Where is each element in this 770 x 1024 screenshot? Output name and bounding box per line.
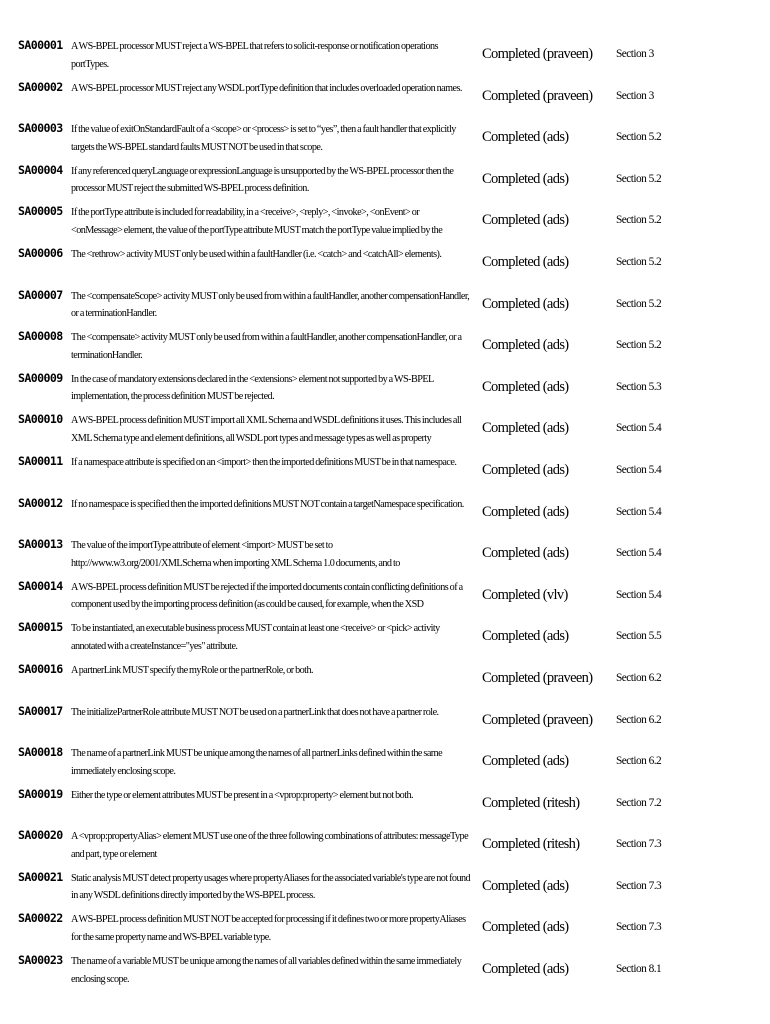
requirement-id: SA00004 — [18, 162, 63, 177]
requirement-status: Completed (ads) — [482, 628, 569, 645]
requirement-text: A WS-BPEL processor MUST reject a WS-BPEL that refers to solicit-response or notification operations portTypes. — [71, 41, 438, 70]
requirement-section: Section 5.4 — [616, 422, 662, 435]
requirement-section: Section 7.3 — [616, 879, 662, 892]
requirement-section: Section 5.2 — [616, 131, 662, 144]
requirement-id: SA00014 — [18, 578, 63, 593]
requirement-text: The value of the importType attribute of element <import> MUST be set to http://www.w3.org/2001/XMLSchema when importing XML Schema 1.0 documents, and to — [71, 540, 400, 569]
requirement-id: SA00005 — [18, 204, 63, 219]
table-row — [0, 286, 770, 328]
requirement-status: Completed (praveen) — [482, 87, 593, 104]
requirement-section: Section 5.2 — [616, 339, 662, 352]
requirement-status: Completed (ads) — [482, 503, 569, 520]
requirement-text: Static analysis MUST detect property usages where propertyAliases for the associated variable's type are not found in any WSDL definitions directly imported by the WS-BPEL process. — [71, 872, 471, 902]
requirement-text: The name of a variable MUST be unique among the names of all variables defined within the same immediately enclosing scope. — [71, 956, 462, 985]
table-row — [0, 618, 770, 660]
requirement-text: If the portType attribute is included for readability, in a <receive>, <reply>, <invoke>, <onEvent> or <onMessage> element, the value of the portType attribute MUST match the portType value implied by the — [71, 207, 443, 236]
table-row — [0, 78, 770, 120]
requirement-id: SA00019 — [18, 786, 63, 801]
requirement-section: Section 5.5 — [616, 630, 662, 643]
requirement-text: A WS-BPEL process definition MUST NOT be accepted for processing if it defines two or more propertyAliases for the same property name and WS-BPEL variable type. — [71, 914, 466, 943]
table-row — [0, 36, 770, 78]
requirement-section: Section 5.4 — [616, 547, 662, 560]
requirements-table — [0, 36, 770, 993]
table-row — [0, 868, 770, 910]
requirement-section: Section 7.3 — [616, 838, 662, 851]
table-row — [0, 327, 770, 369]
requirement-section: Section 5.3 — [616, 380, 662, 393]
requirement-id: SA00010 — [18, 412, 63, 427]
requirement-status: Completed (ads) — [482, 961, 569, 978]
table-row — [0, 452, 770, 494]
requirement-section: Section 7.3 — [616, 921, 662, 934]
requirement-status: Completed (ritesh) — [482, 836, 580, 853]
table-row — [0, 369, 770, 411]
requirement-status: Completed (praveen) — [482, 46, 593, 62]
requirement-section: Section 5.4 — [616, 505, 662, 518]
requirement-id: SA00002 — [18, 79, 63, 94]
table-row — [0, 244, 770, 286]
table-row — [0, 785, 770, 827]
requirement-text: If any referenced queryLanguage or expressionLanguage is unsupported by the WS-BPEL processor then the processor MUST reject the submitted WS-BPEL process definition. — [71, 165, 454, 195]
requirement-id: SA00008 — [18, 329, 63, 344]
requirement-text: The initializePartnerRole attribute MUST NOT be used on a partnerLink that does not have a partner role. — [71, 706, 439, 718]
requirement-id: SA00013 — [18, 537, 63, 552]
requirement-text: The <compensate> activity MUST only be used from within a faultHandler, another compensationHandler, or a terminationHandler. — [71, 332, 462, 361]
requirement-status: Completed (ritesh) — [482, 794, 580, 811]
requirement-id: SA00020 — [18, 828, 63, 843]
requirement-id: SA00006 — [18, 245, 63, 260]
requirement-status: Completed (ads) — [482, 919, 569, 936]
requirement-status: Completed (ads) — [482, 129, 569, 146]
requirement-status: Completed (ads) — [482, 295, 569, 312]
requirement-status: Completed (vlv) — [482, 586, 568, 603]
requirement-status: Completed (praveen) — [482, 711, 593, 728]
requirement-status: Completed (praveen) — [482, 669, 593, 686]
requirement-section: Section 6.2 — [616, 671, 662, 684]
requirement-text: A partnerLink MUST specify the myRole or the partnerRole, or both. — [71, 664, 314, 676]
table-row — [0, 161, 770, 203]
requirement-status: Completed (ads) — [482, 545, 569, 562]
requirement-section: Section 6.2 — [616, 755, 662, 768]
requirement-status: Completed (ads) — [482, 461, 569, 478]
table-row — [0, 743, 770, 785]
requirement-status: Completed (ads) — [482, 212, 569, 229]
table-row — [0, 951, 770, 993]
requirement-text: If no namespace is specified then the imported definitions MUST NOT contain a targetNamespace specification. — [71, 498, 464, 510]
requirement-section: Section 6.2 — [616, 713, 662, 726]
requirement-text: Either the type or element attributes MUST be present in a <vprop:property> element but not both. — [71, 789, 414, 801]
table-row — [0, 826, 770, 868]
requirement-status: Completed (ads) — [482, 253, 569, 270]
requirement-section: Section 5.2 — [616, 297, 662, 310]
requirement-id: SA00022 — [18, 911, 63, 926]
requirement-id: SA00021 — [18, 869, 63, 884]
requirement-text: The <rethrow> activity MUST only be used within a faultHandler (i.e. <catch> and <catchAll> elements). — [71, 248, 442, 260]
requirement-id: SA00015 — [18, 620, 63, 635]
requirement-status: Completed (ads) — [482, 170, 569, 187]
requirement-status: Completed (ads) — [482, 337, 569, 354]
requirement-id: SA00009 — [18, 370, 63, 385]
requirement-id: SA00003 — [18, 121, 63, 136]
requirement-section: Section 5.4 — [616, 588, 662, 601]
table-row — [0, 909, 770, 951]
requirement-id: SA00016 — [18, 661, 63, 676]
requirement-text: A <vprop:propertyAlias> element MUST use one of the three following combinations of attributes: messageType and part, type or element — [71, 831, 469, 860]
table-row — [0, 202, 770, 244]
requirement-section: Section 5.2 — [616, 172, 662, 185]
requirement-text: The name of a partnerLink MUST be unique among the names of all partnerLinks defined within the same immediately enclosing scope. — [71, 748, 443, 777]
table-row — [0, 535, 770, 577]
requirement-text: If a namespace attribute is specified on an <import> then the imported definitions MUST be in that namespace. — [71, 456, 457, 468]
requirement-status: Completed (ads) — [482, 753, 569, 770]
requirement-status: Completed (ads) — [482, 420, 569, 437]
requirement-text: A WS-BPEL process definition MUST import all XML Schema and WSDL definitions it uses. This includes all XML Schema type and element definitions, all WSDL port types and message types as well as property — [71, 415, 462, 444]
table-row — [0, 702, 770, 744]
requirement-id: SA00018 — [18, 745, 63, 760]
requirement-id: SA00007 — [18, 287, 63, 302]
requirement-text: A WS-BPEL processor MUST reject any WSDL portType definition that includes overloaded operation names. — [71, 82, 462, 94]
requirement-section: Section 3 — [616, 89, 654, 102]
requirement-status: Completed (ads) — [482, 378, 569, 395]
requirement-section: Section 8.1 — [616, 963, 662, 976]
requirement-text: The <compensateScope> activity MUST only be used from within a faultHandler, another compensationHandler, or a terminationHandler. — [71, 290, 470, 320]
requirement-section: Section 7.2 — [616, 796, 662, 809]
requirement-text: To be instantiated, an executable business process MUST contain at least one <receive> or <pick> activity annotated with a createInstance="yes" attribute. — [71, 623, 440, 652]
table-row — [0, 494, 770, 536]
requirement-id: SA00011 — [18, 453, 63, 468]
requirement-text: A WS-BPEL process definition MUST be rejected if the imported documents contain conflicting definitions of a component used by the importing process definition (as could be caused, for example, when the XSD — [71, 581, 463, 611]
requirement-section: Section 5.2 — [616, 255, 662, 268]
requirement-id: SA00001 — [18, 38, 63, 52]
requirement-status: Completed (ads) — [482, 877, 569, 894]
requirement-text: In the case of mandatory extensions declared in the <extensions> element not supported by a WS-BPEL implementation, the process definition MUST be rejected. — [71, 373, 434, 403]
requirement-section: Section 5.2 — [616, 214, 662, 227]
requirement-section: Section 3 — [616, 48, 654, 60]
requirement-id: SA00012 — [18, 495, 63, 510]
requirement-text: If the value of exitOnStandardFault of a <scope> or <process> is set to “yes”, then a fault handler that explicitly targets the WS-BPEL standard faults MUST NOT be used in that scope. — [71, 124, 456, 153]
table-row — [0, 577, 770, 619]
table-row — [0, 410, 770, 452]
requirement-section: Section 5.4 — [616, 463, 662, 476]
requirement-id: SA00023 — [18, 953, 63, 968]
requirement-id: SA00017 — [18, 703, 63, 718]
table-row — [0, 660, 770, 702]
table-row — [0, 119, 770, 161]
